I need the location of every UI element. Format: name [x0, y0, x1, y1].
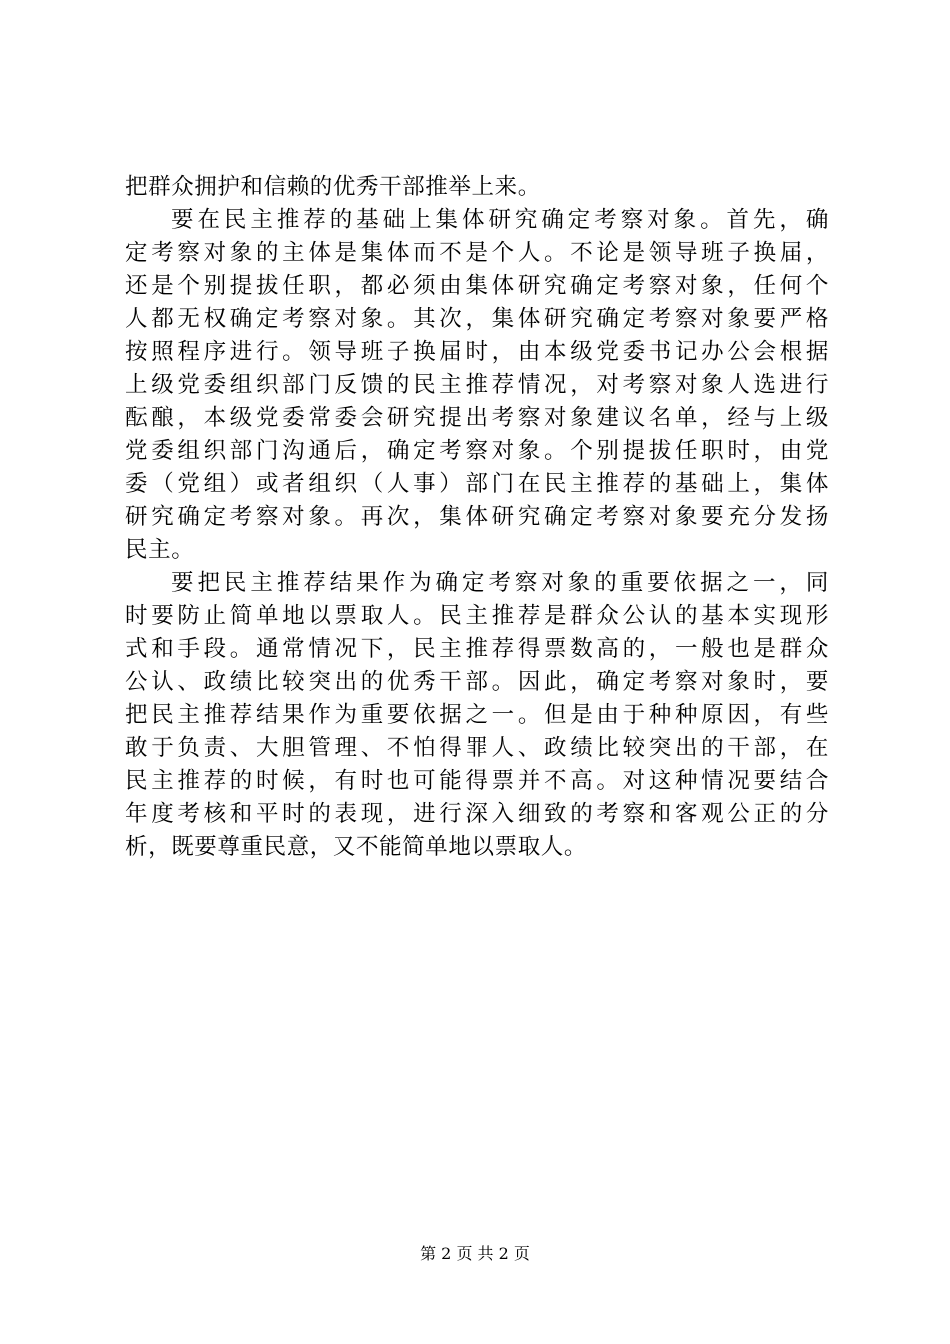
paragraph-line: 党委组织部门沟通后，确定考察对象。个别提拔任职时，由党 [125, 438, 829, 464]
paragraph-line: 民主推荐的时候，有时也可能得票并不高。对这种情况要结合 [125, 768, 829, 794]
paragraph-line: 年度考核和平时的表现，进行深入细致的考察和客观公正的分 [125, 801, 829, 827]
paragraph-line: 公认、政绩比较突出的优秀干部。因此，确定考察对象时，要 [125, 669, 829, 695]
paragraph-line: 把群众拥护和信赖的优秀干部推举上来。 [125, 174, 541, 200]
paragraph-line: 要在民主推荐的基础上集体研究确定考察对象。首先，确 [171, 207, 829, 233]
paragraph-line: 要把民主推荐结果作为确定考察对象的重要依据之一，同 [171, 570, 829, 596]
paragraph-line: 酝酿，本级党委常委会研究提出考察对象建议名单，经与上级 [125, 405, 829, 431]
paragraph-line: 民主。 [125, 537, 195, 563]
paragraph-line: 人都无权确定考察对象。其次，集体研究确定考察对象要严格 [125, 306, 829, 332]
paragraph-line: 上级党委组织部门反馈的民主推荐情况，对考察对象人选进行 [125, 372, 829, 398]
paragraph-line: 研究确定考察对象。再次，集体研究确定考察对象要充分发扬 [125, 504, 829, 530]
paragraph-line: 还是个别提拔任职，都必须由集体研究确定考察对象，任何个 [125, 273, 829, 299]
paragraph-line: 把民主推荐结果作为重要依据之一。但是由于种种原因，有些 [125, 702, 829, 728]
page-number-footer: 第 2 页 共 2 页 [420, 1244, 530, 1263]
paragraph-line: 时要防止简单地以票取人。民主推荐是群众公认的基本实现形 [125, 603, 829, 629]
document-body [125, 171, 829, 864]
paragraph-line: 按照程序进行。领导班子换届时，由本级党委书记办公会根据 [125, 339, 829, 365]
paragraph-line: 委（党组）或者组织（人事）部门在民主推荐的基础上，集体 [125, 471, 829, 497]
paragraph-line: 析，既要尊重民意，又不能简单地以票取人。 [125, 834, 588, 860]
paragraph-line: 式和手段。通常情况下，民主推荐得票数高的，一般也是群众 [125, 636, 829, 662]
paragraph-line: 敢于负责、大胆管理、不怕得罪人、政绩比较突出的干部，在 [125, 735, 829, 761]
paragraph-line: 定考察对象的主体是集体而不是个人。不论是领导班子换届， [125, 240, 829, 266]
